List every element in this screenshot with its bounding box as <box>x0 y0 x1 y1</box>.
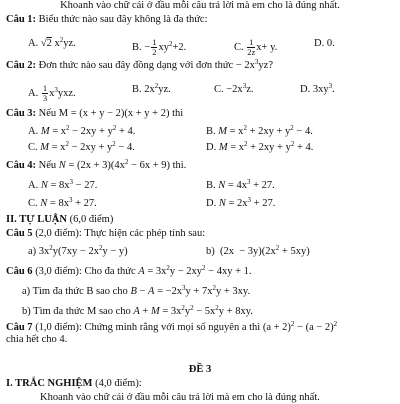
question-3 <box>6 108 183 120</box>
question-3-option-b: B. $M = x^2 + 2xy + y^2 - 4$. <box>206 124 313 137</box>
question-7-points: (1,0 điểm): <box>35 322 82 333</box>
question-1-option-d: D. 0. <box>314 38 335 49</box>
section-1-title: I. TRẮC NGHIỆM <box>6 378 93 389</box>
question-6-part-a: a) Tìm đa thức B sao cho $B - A = -2x^3y + 7x^2y + 3xy$. <box>22 284 251 297</box>
question-4-label: Câu 4: <box>6 160 37 171</box>
question-1-option-a: A. √2 $x^2yz$. <box>28 36 76 49</box>
question-4-option-b: B. $N = 4x^3 + 27$. <box>206 178 275 191</box>
question-1-text: Biểu thức nào sau đây không là đa thức: <box>38 14 208 25</box>
section-1-heading <box>6 378 142 390</box>
section-2-heading <box>6 214 113 226</box>
question-2-option-c: C. $-2x^3z$. <box>214 82 254 95</box>
instruction-top: Khoanh vào chữ cái ở đầu mỗi câu trả lời mà em cho là đúng nhất. <box>60 0 340 11</box>
question-5-part-b: b) $(2x - 3y)(2x^2 + 5xy)$ <box>206 244 310 257</box>
question-1-option-b: B. − $\frac{1}{2}$ $xy^2+2$. <box>132 37 187 57</box>
question-7-label: Câu 7 <box>6 322 33 333</box>
section-2-points: (6,0 điểm) <box>69 214 114 225</box>
question-1 <box>6 14 208 26</box>
question-6-label: Câu 6 <box>6 266 33 277</box>
question-7: Câu 7 (1,0 điểm): Chứng minh rằng với mọi số nguyên a thì $(a + 2)^2 - (a - 2)^2$ <box>6 320 338 333</box>
question-5 <box>6 228 205 240</box>
question-6-points: (3,0 điểm): <box>35 266 82 277</box>
question-2-option-b: B. $2x^2yz$. <box>132 82 171 95</box>
question-3-text: Nếu M = (x + y − 2)(x + y + 2) thì <box>38 108 184 119</box>
question-1-option-c: C. $\frac{1}{2z}$ x+ y. <box>234 37 278 57</box>
question-3-option-c: C. $M = x^2 - 2xy + y^2 - 4$. <box>28 140 135 153</box>
question-4-option-a: A. $N = 8x^3 - 27$. <box>28 178 98 191</box>
question-2-option-d: D. $3xy^3$. <box>300 82 335 95</box>
question-4-option-c: C. $N = 8x^3 + 27$. <box>28 196 97 209</box>
question-5-part-a: a) $3x^2y(7xy - 2x^2y - y)$ <box>28 244 128 257</box>
exam-3-title: ĐỀ 3 <box>188 364 212 375</box>
question-3-label: Câu 3: <box>6 108 37 119</box>
question-5-points: (2,0 điểm): <box>35 228 82 239</box>
question-3-option-a: A. $M = x^2 - 2xy + y^2 + 4$. <box>28 124 136 137</box>
section-1-points: (4,0 điểm): <box>95 378 142 389</box>
question-3-option-d: D. $M = x^2 + 2xy + y^2 + 4$. <box>206 140 314 153</box>
question-4: Câu 4: Nếu $N = (2x + 3)(4x^2 - 6x + 9)$ thì. <box>6 158 187 171</box>
question-2-option-a: A. $\frac{1}{3}$ $x^3yxz$. <box>28 83 76 103</box>
question-4-option-d: D. $N = 2x^3 + 27$. <box>206 196 276 209</box>
question-2-label: Câu 2: <box>6 60 37 71</box>
section-2-title: II. TỰ LUẬN <box>6 214 67 225</box>
instruction-bottom: Khoanh vào chữ cái ở đầu mỗi câu trả lời mà em cho là đúng nhất. <box>40 392 320 403</box>
question-5-label: Câu 5 <box>6 228 33 239</box>
question-6: Câu 6 (3,0 điểm): Cho đa thức $A = 3x^2y - 2xy^2 - 4xy + 1$. <box>6 264 252 277</box>
question-7-continuation: chia hết cho 4. <box>6 334 68 345</box>
question-5-text: Thực hiện các phép tính sau: <box>84 228 206 239</box>
question-2: Câu 2: Đơn thức nào sau đây đồng dạng với đơn thức − $2x^3yz$? <box>6 58 273 71</box>
question-1-label: Câu 1: <box>6 14 37 25</box>
question-6-part-b: b) Tìm đa thức M sao cho $A + M = 3x^2y^2 - 5x^2y + 8xy$. <box>22 304 253 317</box>
